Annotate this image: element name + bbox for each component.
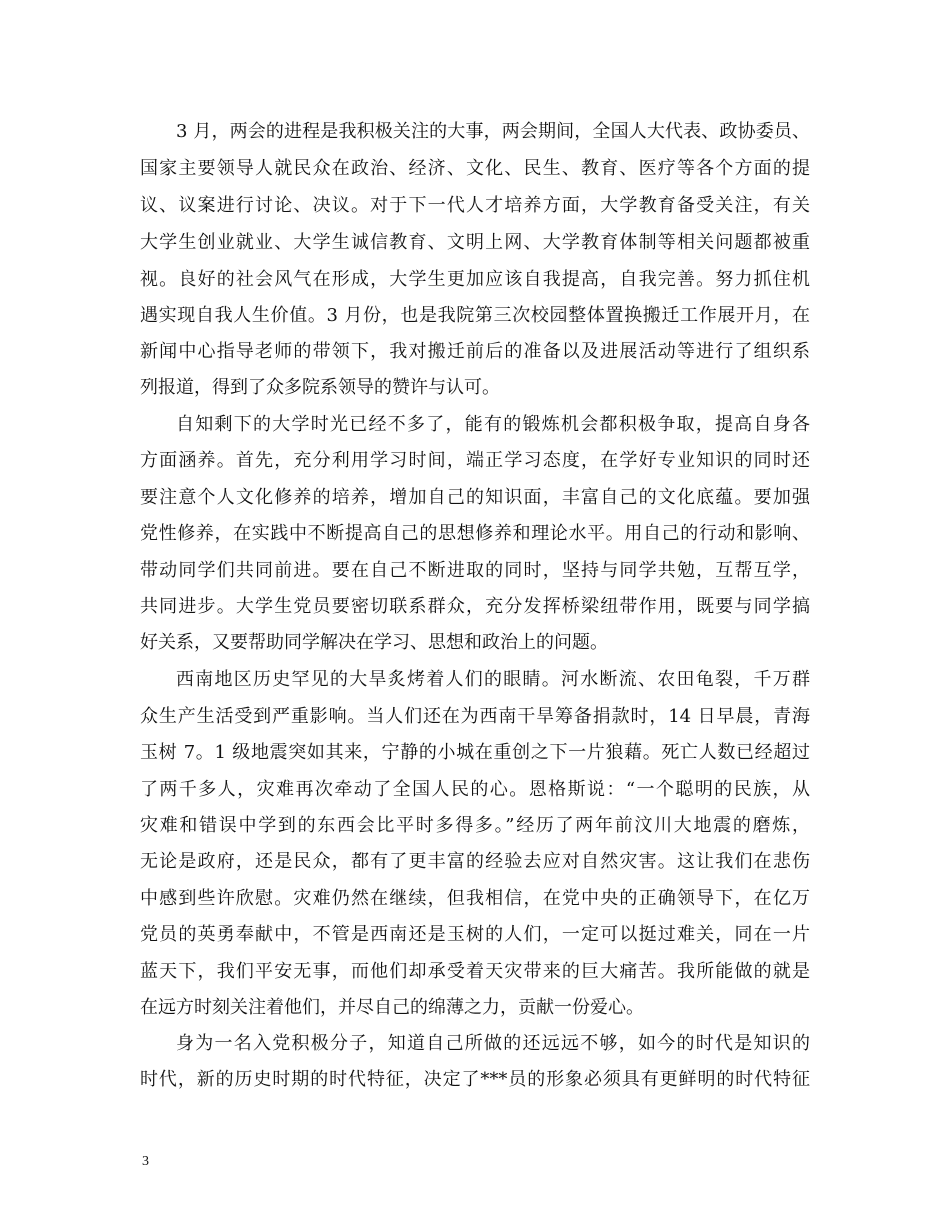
paragraph-line: 众生产生活受到严重影响。当人们还在为西南干旱筹备捐款时，14 日早晨，青海 [140,706,810,727]
paragraph-line: 党性修养，在实践中不断提高自己的思想修养和理论水平。用自己的行动和影响、 [140,523,810,544]
page-number: 3 [142,1154,149,1169]
paragraph-line: 国家主要领导人就民众在政治、经济、文化、民生、教育、医疗等各个方面的提 [140,158,810,179]
paragraph-line: 议、议案进行讨论、决议。对于下一代人才培养方面，大学教育备受关注，有关 [140,195,810,216]
paragraph-line: 玉树 7。1 级地震突如其来，宁静的小城在重创之下一片狼藉。死亡人数已经超过 [140,742,810,763]
paragraph-line: 灾难和错误中学到的东西会比平时多得多。”经历了两年前汶川大地震的磨炼， [140,815,810,836]
paragraph-line: 大学生创业就业、大学生诚信教育、文明上网、大学教育体制等相关问题都被重 [140,232,810,253]
paragraph-line: 新闻中心指导老师的带领下，我对搬迁前后的准备以及进展活动等进行了组织系 [140,341,810,362]
paragraph-line: 无论是政府，还是民众，都有了更丰富的经验去应对自然灾害。这让我们在悲伤 [140,851,810,872]
paragraph-line: 自知剩下的大学时光已经不多了，能有的锻炼机会都积极争取，提高自身各 [176,414,810,435]
paragraph-line: 中感到些许欣慰。灾难仍然在继续，但我相信，在党中央的正确领导下，在亿万 [140,888,810,909]
paragraph-line: 在远方时刻关注着他们，并尽自己的绵薄之力，贡献一份爱心。 [140,997,644,1018]
paragraph-line: 蓝天下，我们平安无事，而他们却承受着天灾带来的巨大痛苦。我所能做的就是 [140,961,810,982]
paragraph-line: 身为一名入党积极分子，知道自己所做的还远远不够，如今的时代是知识的 [176,1033,810,1054]
paragraph-line: 好关系，又要帮助同学解决在学习、思想和政治上的问题。 [140,632,608,653]
paragraph-line: 了两千多人，灾难再次牵动了全国人民的心。恩格斯说：“一个聪明的民族，从 [140,779,810,800]
paragraph-line: 遇实现自我人生价值。3 月份，也是我院第三次校园整体置换搬迁工作展开月，在 [140,305,810,326]
paragraph-line: 共同进步。大学生党员要密切联系群众，充分发挥桥梁纽带作用，既要与同学搞 [140,596,810,617]
paragraph-line: 列报道，得到了众多院系领导的赞许与认可。 [140,377,500,398]
paragraph-line: 要注意个人文化修养的培养，增加自己的知识面，丰富自己的文化底蕴。要加强 [140,487,810,508]
paragraph-line: 党员的英勇奉献中，不管是西南还是玉树的人们，一定可以挺过难关，同在一片 [140,924,810,945]
paragraph-line: 带动同学们共同前进。要在自己不断进取的同时，坚持与同学共勉，互帮互学， [140,560,810,581]
paragraph-line: 方面涵养。首先，充分利用学习时间，端正学习态度，在学好专业知识的同时还 [140,450,810,471]
paragraph-line: 3 月，两会的进程是我积极关注的大事，两会期间，全国人大代表、政协委员、 [176,121,810,142]
paragraph-line: 时代，新的历史时期的时代特征，决定了***员的形象必须具有更鲜明的时代特征 [140,1069,810,1090]
paragraph-line: 西南地区历史罕见的大旱炙烤着人们的眼睛。河水断流、农田龟裂，千万群 [176,669,810,690]
paragraph-line: 视。良好的社会风气在形成，大学生更加应该自我提高，自我完善。努力抓住机 [140,269,810,290]
